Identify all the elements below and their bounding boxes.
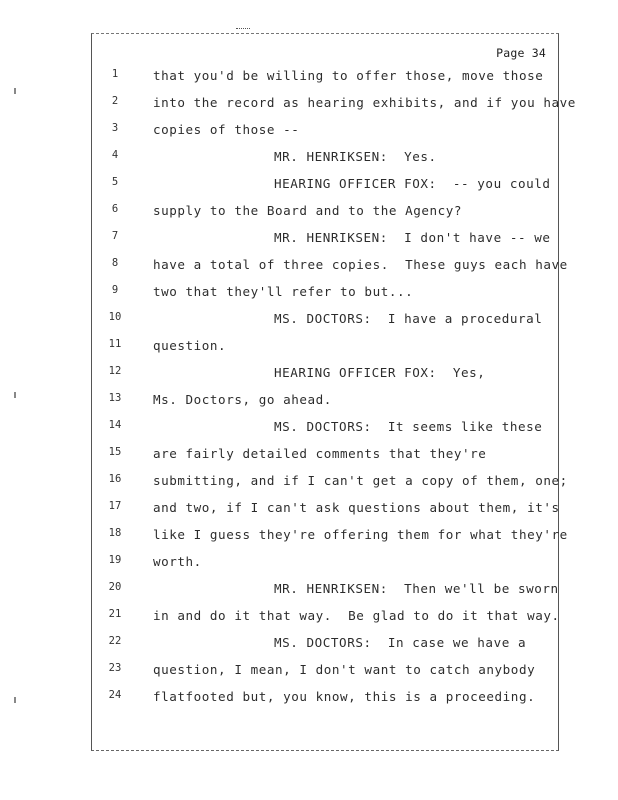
line-number: 12 [108, 365, 122, 377]
transcript-line [92, 500, 560, 527]
transcript-line [92, 554, 560, 581]
line-number: 18 [108, 527, 122, 539]
line-text: into the record as hearing exhibits, and if you have [153, 95, 576, 110]
line-text: question, I mean, I don't want to catch anybody [153, 662, 536, 677]
transcript-line [92, 635, 560, 662]
line-text: supply to the Board and to the Agency? [153, 203, 463, 218]
line-number: 22 [108, 635, 122, 647]
scan-mark [14, 88, 16, 94]
line-text: are fairly detailed comments that they're [153, 446, 487, 461]
line-text: like I guess they're offering them for what they're [153, 527, 568, 542]
line-number: 16 [108, 473, 122, 485]
line-number: 1 [111, 68, 119, 80]
line-text: MS. DOCTORS: I have a procedural [274, 311, 543, 326]
line-text: Ms. Doctors, go ahead. [153, 392, 332, 407]
transcript-line [92, 68, 560, 95]
transcript-line [92, 446, 560, 473]
transcript-line [92, 203, 560, 230]
transcript-line [92, 95, 576, 122]
page-number: Page 34 [496, 46, 546, 60]
transcript-line [92, 689, 560, 716]
transcript-line [92, 257, 568, 284]
line-number: 8 [111, 257, 119, 269]
line-number: 4 [111, 149, 119, 161]
scan-mark [14, 392, 16, 398]
line-number: 10 [108, 311, 122, 323]
transcript-line [92, 230, 560, 257]
transcript-line [92, 527, 568, 554]
line-number: 7 [111, 230, 119, 242]
line-text: MS. DOCTORS: In case we have a [274, 635, 527, 650]
line-text: HEARING OFFICER FOX: Yes, [274, 365, 486, 380]
line-text: MR. HENRIKSEN: I don't have -- we [274, 230, 551, 245]
transcript-line [92, 149, 560, 176]
transcript-line [92, 284, 560, 311]
line-text: that you'd be willing to offer those, move those [153, 68, 544, 83]
line-text: in and do it that way. Be glad to do it that way. [153, 608, 560, 623]
line-text: copies of those -- [153, 122, 300, 137]
scan-mark [14, 697, 16, 703]
transcript-line [92, 122, 560, 149]
line-text: MR. HENRIKSEN: Then we'll be sworn [274, 581, 559, 596]
line-number: 5 [111, 176, 119, 188]
line-number: 19 [108, 554, 122, 566]
scan-mark [236, 28, 250, 31]
line-number: 24 [108, 689, 122, 701]
line-number: 3 [111, 122, 119, 134]
line-number: 9 [111, 284, 119, 296]
line-number: 14 [108, 419, 122, 431]
transcript-line [92, 338, 560, 365]
line-number: 20 [108, 581, 122, 593]
transcript-line [92, 662, 560, 689]
line-number: 13 [108, 392, 122, 404]
transcript-line [92, 311, 560, 338]
line-text: HEARING OFFICER FOX: -- you could [274, 176, 551, 191]
line-text: MR. HENRIKSEN: Yes. [274, 149, 437, 164]
line-number: 6 [111, 203, 119, 215]
line-text: and two, if I can't ask questions about them, it's [153, 500, 560, 515]
transcript-line [92, 419, 560, 446]
transcript-line [92, 581, 560, 608]
line-number: 21 [108, 608, 122, 620]
line-text: flatfooted but, you know, this is a proceeding. [153, 689, 536, 704]
transcript-line [92, 176, 560, 203]
transcript-page [91, 33, 576, 751]
line-number: 2 [111, 95, 119, 107]
transcript-line [92, 365, 560, 392]
line-text: have a total of three copies. These guys each have [153, 257, 568, 272]
line-text: worth. [153, 554, 202, 569]
line-number: 11 [108, 338, 122, 350]
line-number: 23 [108, 662, 122, 674]
line-number: 17 [108, 500, 122, 512]
transcript-line [92, 608, 560, 635]
transcript-line [92, 473, 568, 500]
line-text: submitting, and if I can't get a copy of them, one; [153, 473, 568, 488]
line-text: two that they'll refer to but... [153, 284, 414, 299]
line-number: 15 [108, 446, 122, 458]
transcript-line [92, 392, 560, 419]
line-text: MS. DOCTORS: It seems like these [274, 419, 543, 434]
line-text: question. [153, 338, 227, 353]
